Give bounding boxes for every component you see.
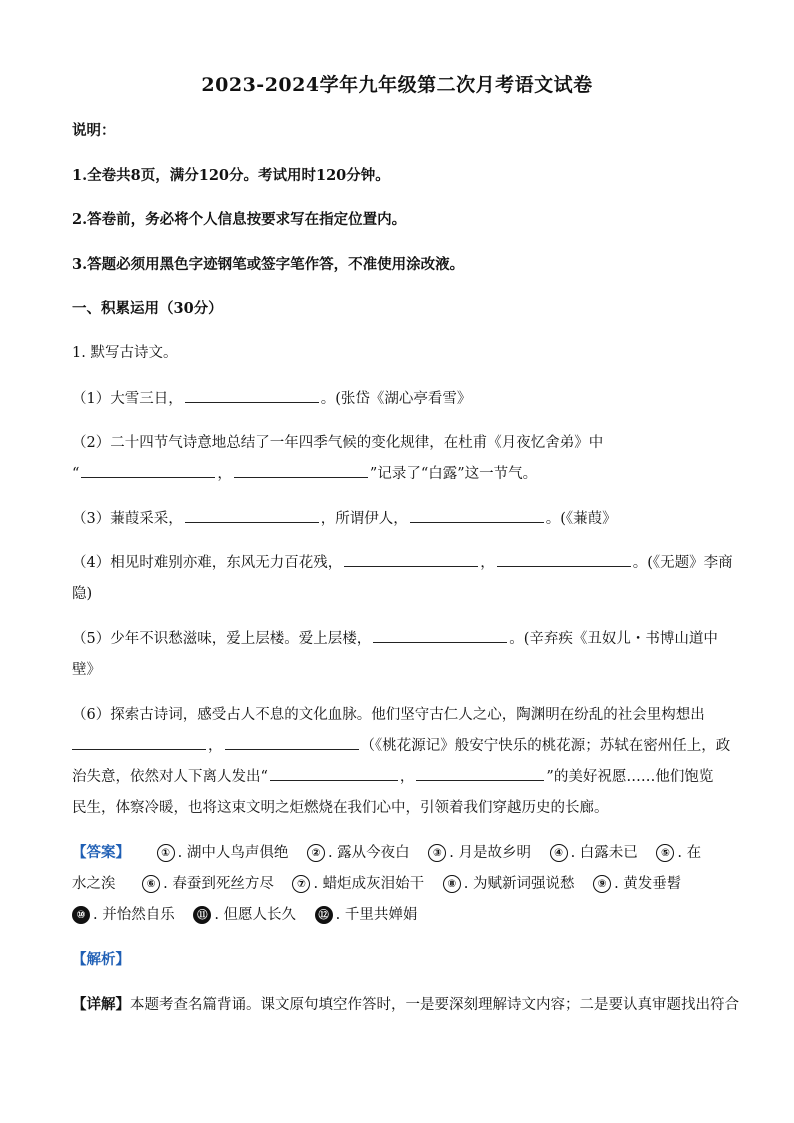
instruction-item: 3.答题必须用黑色字迹钢笔或签字笔作答，不准使用涂改液。	[72, 256, 465, 273]
answer-text: . 白露未已	[570, 845, 638, 861]
answer-item	[428, 842, 531, 864]
answer-blank[interactable]	[373, 628, 507, 643]
question-part-6-line2	[72, 735, 731, 757]
answer-line-3	[72, 904, 724, 926]
answer-item	[443, 873, 575, 895]
part-text: （《桃花源记》般安宁快乐的桃花源；苏轼在密州任上，政	[360, 738, 731, 754]
answer-number: ⑤	[656, 844, 674, 862]
answer-blank[interactable]	[185, 388, 319, 403]
answer-blank[interactable]	[416, 766, 544, 781]
answer-item	[292, 873, 424, 895]
part-text: “	[72, 466, 80, 482]
answer-blank[interactable]	[81, 463, 215, 478]
answer-text: . 月是故乡明	[449, 845, 531, 861]
question-part-4	[72, 552, 733, 574]
section-heading: 一、积累运用（30分）	[72, 300, 223, 317]
part-text: ，	[217, 466, 232, 482]
answer-item	[193, 904, 296, 926]
part-text: （5）少年不识愁滋味，爱上层楼。爱上层楼，	[72, 631, 372, 647]
answer-number: ②	[307, 844, 325, 862]
part-text: 治失意，依然对人下离人发出“	[72, 769, 268, 785]
answer-item	[593, 873, 681, 895]
answer-text: . 在	[677, 845, 702, 861]
answer-blank[interactable]	[410, 508, 544, 523]
instruction-item: 2.答卷前，务必将个人信息按要求写在指定位置内。	[72, 211, 407, 228]
answer-blank[interactable]	[72, 735, 206, 750]
answer-number: ⑨	[593, 875, 611, 893]
question-part-6-line3	[72, 766, 724, 788]
answer-text: . 并怡然自乐	[93, 907, 175, 923]
question-part-6: （6）探索古诗词，感受占人不息的文化血脉。他们坚守古仁人之心，陶渊明在纷乱的社会里构想出	[72, 707, 705, 723]
detail-line	[72, 994, 739, 1016]
detail-text: 本题考查名篇背诵。课文原句填空作答时，一是要深刻理解诗文内容；二是要认真审题找出符合	[130, 997, 739, 1013]
answer-number: ①	[157, 844, 175, 862]
question-part-5-line2: 壁》	[72, 662, 101, 678]
answer-number: ⑥	[142, 875, 160, 893]
question-part-2: （2）二十四节气诗意地总结了一年四季气候的变化规律，在杜甫《月夜忆舍弟》中	[72, 435, 604, 451]
answer-blank[interactable]	[225, 735, 359, 750]
answer-item	[550, 842, 638, 864]
question-part-1	[72, 388, 724, 410]
part-text: ”记录了“白露”这一节气。	[369, 466, 538, 482]
part-text: ，	[208, 738, 223, 754]
part-text: ，所谓伊人，	[320, 511, 408, 527]
part-text: 。(辛弃疾《丑奴儿・书博山道中	[509, 631, 718, 647]
question-part-3	[72, 508, 724, 530]
answer-tag: 【答案】	[72, 844, 130, 861]
answer-number: ⑫	[315, 906, 333, 924]
answer-line-1	[72, 842, 724, 864]
part-text: 。(张岱《湖心亭看雪》	[320, 391, 472, 407]
answer-number: ③	[428, 844, 446, 862]
instruction-item: 1.全卷共8页，满分120分。考试用时120分钟。	[72, 167, 390, 184]
answer-number: ⑩	[72, 906, 90, 924]
part-text: 。(《无题》李商	[632, 555, 733, 571]
answer-text: . 为赋新词强说愁	[463, 876, 575, 892]
question-part-2-line2	[72, 463, 724, 485]
answer-item	[72, 904, 175, 926]
answer-blank[interactable]	[344, 552, 478, 567]
part-text: （3）蒹葭采采，	[72, 511, 183, 527]
answer-item: 水之涘	[72, 876, 116, 892]
answer-blank[interactable]	[497, 552, 631, 567]
answer-text: . 露从今夜白	[327, 845, 410, 861]
part-text: （1）大雪三日，	[72, 391, 183, 407]
answer-line-2	[72, 873, 724, 895]
answer-blank[interactable]	[185, 508, 319, 523]
answer-text: . 黄发垂髫	[614, 876, 682, 892]
part-text: ”的美好祝愿……他们饱览	[546, 769, 714, 785]
question-part-5	[72, 628, 724, 650]
answer-item	[157, 842, 289, 864]
answer-text: . 蜡炬成灰泪始干	[313, 876, 425, 892]
analysis-tag: 【解析】	[72, 951, 130, 968]
answer-blank[interactable]	[270, 766, 398, 781]
answer-text: . 春蚕到死丝方尽	[163, 876, 274, 892]
answer-number: ⑦	[292, 875, 310, 893]
answer-number: ⑧	[443, 875, 461, 893]
answer-blank[interactable]	[234, 463, 368, 478]
answer-number: ④	[550, 844, 568, 862]
part-text: ，	[399, 769, 415, 785]
answer-item	[307, 842, 410, 864]
answer-item	[142, 873, 274, 895]
answer-text: . 千里共婵娟	[335, 907, 418, 923]
answer-item	[656, 842, 701, 864]
question-part-6-line4: 民生，体察冷暖，也将这束文明之炬燃烧在我们心中，引领着我们穿越历史的长廊。	[72, 800, 609, 816]
instructions-heading: 说明：	[72, 122, 116, 139]
part-text: ，	[480, 555, 495, 571]
answer-number: ⑪	[193, 906, 211, 924]
exam-title: 2023-2024学年九年级第二次月考语文试卷	[201, 74, 593, 96]
answer-text: . 但愿人长久	[214, 907, 297, 923]
question-part-4-line2: 隐)	[72, 586, 93, 602]
answer-text: . 湖中人鸟声俱绝	[177, 845, 289, 861]
question-stem: 1. 默写古诗文。	[72, 345, 178, 361]
detail-tag: 【详解】	[72, 996, 130, 1013]
part-text: 。(《蒹葭》	[545, 511, 617, 527]
part-text: （4）相见时难别亦难，东风无力百花残，	[72, 555, 343, 571]
answer-item	[315, 904, 418, 926]
